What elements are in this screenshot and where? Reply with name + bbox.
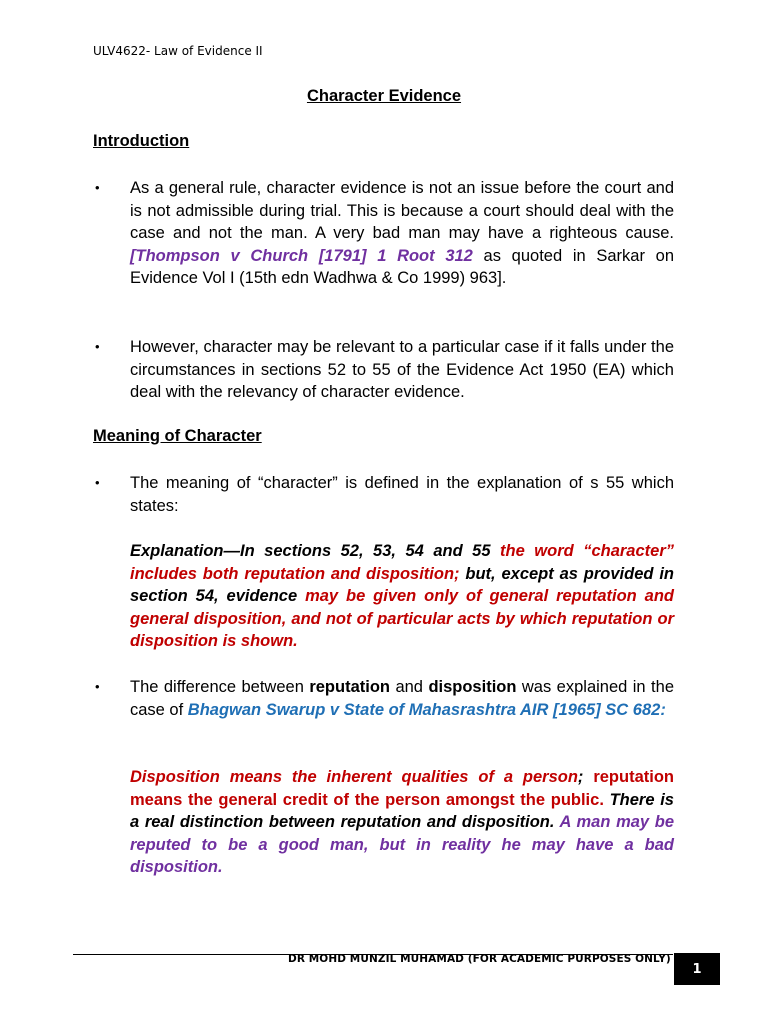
paragraph-general-rule bbox=[130, 177, 674, 290]
text: The meaning of “character” is defined in the explanation of s 55 which states: bbox=[130, 474, 674, 515]
case-citation-thompson: [Thompson v Church [1791] 1 Root 312 bbox=[130, 246, 473, 265]
quote-explanation bbox=[130, 540, 674, 653]
page-number: 1 bbox=[674, 953, 720, 985]
case-citation-bhagwan: Bhagwan Swarup v State of Mahasrashtra AIR [1965] SC 682: bbox=[187, 700, 666, 719]
quote-disposition bbox=[130, 766, 674, 879]
text: as quoted in Sarkar on Evidence Vol I (15th edn Wadhwa & Co 1999) 963]. bbox=[130, 246, 674, 288]
paragraph-difference bbox=[130, 676, 674, 721]
text: The difference between bbox=[130, 678, 310, 696]
text: was explained in the case of bbox=[130, 678, 674, 719]
text: . bbox=[549, 813, 560, 832]
text: reputation bbox=[309, 678, 390, 696]
text: Disposition means the inherent qualities of a person bbox=[130, 768, 578, 786]
text: However, character may be relevant to a particular case if it falls under the circumstances in sections 52 to 55 of the Evidence Act 1950 (EA) which deal with the relevancy of character evidence. bbox=[130, 338, 674, 402]
text: —In sections 52, 53, 54 and 55 bbox=[223, 542, 501, 560]
text: A man may be reputed to be a good man, but in reality he may have a bad disposition. bbox=[130, 813, 675, 877]
paragraph-meaning bbox=[130, 472, 674, 517]
text: may be given only of general reputation and general disposition, and not of particular acts by which reputation or disposition is shown. bbox=[130, 587, 674, 651]
text: disposition bbox=[428, 678, 517, 696]
text: the word “character” includes both reputation and disposition; bbox=[130, 542, 674, 583]
bullet-marker: • bbox=[95, 339, 100, 354]
text: but, except as provided in section 54, evidence bbox=[130, 564, 674, 606]
text: and bbox=[390, 678, 429, 696]
section-heading-introduction: Introduction bbox=[93, 132, 190, 150]
text: ; bbox=[577, 768, 594, 786]
text: reputation means the general credit of the person amongst the public. bbox=[130, 768, 674, 809]
text: Explanation bbox=[130, 542, 224, 560]
text: As a general rule, character evidence is not an issue before the court and is not admissible during trial. This is because a court should deal with the case and not the man. A very bad man may have a righteous cause. bbox=[130, 179, 674, 243]
bullet-marker: • bbox=[95, 475, 100, 490]
bullet-marker: • bbox=[95, 180, 100, 195]
section-heading-meaning: Meaning of Character bbox=[93, 427, 262, 445]
text: There is a real distinction between reputation and disposition bbox=[130, 790, 674, 832]
footer-author: DR MOHD MUNZIL MUHAMAD (FOR ACADEMIC PURPOSES ONLY) bbox=[288, 953, 671, 965]
bullet-marker: • bbox=[95, 679, 100, 694]
course-header: ULV4622- Law of Evidence II bbox=[93, 44, 263, 58]
page-title: Character Evidence bbox=[306, 87, 462, 105]
paragraph-however bbox=[130, 336, 674, 404]
